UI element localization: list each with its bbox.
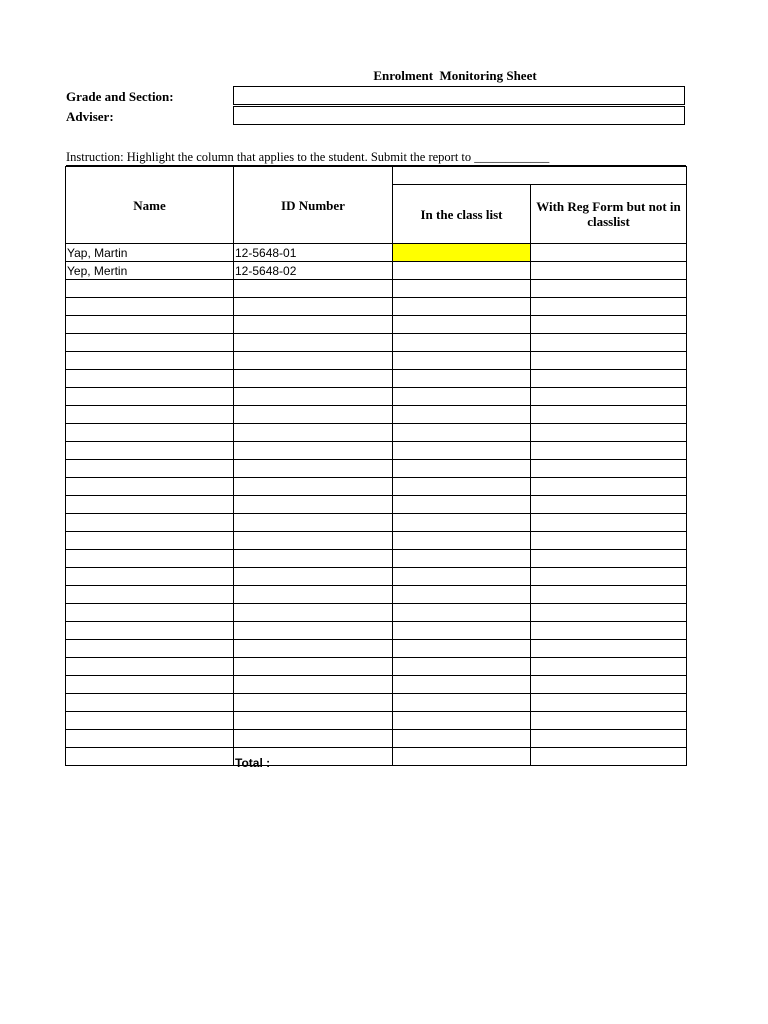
name-cell[interactable]	[66, 676, 234, 694]
name-cell[interactable]: Yep, Mertin	[66, 262, 234, 280]
id-number-cell[interactable]	[234, 514, 393, 532]
id-number-cell[interactable]	[234, 442, 393, 460]
name-cell[interactable]	[66, 280, 234, 298]
adviser-label: Adviser:	[66, 109, 114, 124]
in-class-list-cell[interactable]	[393, 676, 531, 694]
sheet-title: Enrolment Monitoring Sheet	[373, 68, 537, 83]
table-row	[66, 334, 687, 352]
header-in-class-list: In the class list	[393, 185, 531, 244]
table-row	[66, 514, 687, 532]
reg-form-cell[interactable]	[531, 370, 687, 388]
name-cell[interactable]	[66, 388, 234, 406]
table-row	[66, 370, 687, 388]
header-id-number: ID Number	[234, 167, 393, 244]
reg-form-cell[interactable]	[531, 550, 687, 568]
name-cell[interactable]	[66, 712, 234, 730]
reg-form-cell[interactable]	[531, 262, 687, 280]
id-number-cell[interactable]	[234, 712, 393, 730]
table-row	[66, 442, 687, 460]
id-number-cell[interactable]	[234, 316, 393, 334]
table-row	[66, 676, 687, 694]
table-row	[66, 352, 687, 370]
table-header	[66, 167, 687, 244]
in-class-list-cell[interactable]	[393, 640, 531, 658]
table-row	[66, 496, 687, 514]
table-row	[66, 478, 687, 496]
in-class-list-cell[interactable]	[393, 262, 531, 280]
reg-form-cell[interactable]	[531, 406, 687, 424]
reg-form-cell[interactable]	[531, 748, 687, 766]
name-cell[interactable]	[66, 478, 234, 496]
name-cell[interactable]	[66, 640, 234, 658]
name-cell[interactable]	[66, 550, 234, 568]
name-cell[interactable]	[66, 298, 234, 316]
reg-form-cell[interactable]	[531, 424, 687, 442]
id-number-cell[interactable]	[234, 406, 393, 424]
in-class-list-cell[interactable]	[393, 730, 531, 748]
in-class-list-cell[interactable]	[393, 550, 531, 568]
name-cell[interactable]	[66, 748, 234, 766]
id-number-cell[interactable]	[234, 424, 393, 442]
reg-form-cell[interactable]	[531, 478, 687, 496]
id-number-cell[interactable]	[234, 568, 393, 586]
in-class-list-cell[interactable]	[393, 442, 531, 460]
table-row	[66, 316, 687, 334]
instruction-text: Instruction: Highlight the column that applies to the student. Submit the report to ____________	[66, 150, 686, 166]
reg-form-cell[interactable]	[531, 460, 687, 478]
id-number-cell[interactable]	[234, 658, 393, 676]
table-row	[66, 586, 687, 604]
id-number-cell[interactable]	[234, 496, 393, 514]
reg-form-cell[interactable]	[531, 694, 687, 712]
name-cell[interactable]	[66, 532, 234, 550]
in-class-list-cell[interactable]	[393, 532, 531, 550]
in-class-list-cell[interactable]	[393, 280, 531, 298]
table-row	[66, 622, 687, 640]
in-class-list-cell[interactable]	[393, 388, 531, 406]
table-row	[66, 424, 687, 442]
table-row	[66, 748, 687, 766]
name-cell[interactable]	[66, 514, 234, 532]
table-row	[66, 298, 687, 316]
in-class-list-cell[interactable]	[393, 712, 531, 730]
table-row	[66, 280, 687, 298]
name-cell[interactable]	[66, 730, 234, 748]
id-number-cell[interactable]	[234, 604, 393, 622]
in-class-list-cell[interactable]	[393, 622, 531, 640]
reg-form-cell[interactable]	[531, 604, 687, 622]
name-cell[interactable]	[66, 604, 234, 622]
table-row	[66, 712, 687, 730]
reg-form-cell[interactable]	[531, 676, 687, 694]
id-number-cell[interactable]	[234, 334, 393, 352]
enrolment-table	[65, 166, 687, 766]
name-cell[interactable]	[66, 442, 234, 460]
in-class-list-cell[interactable]	[393, 352, 531, 370]
name-cell[interactable]	[66, 568, 234, 586]
id-number-cell[interactable]	[234, 352, 393, 370]
reg-form-cell[interactable]	[531, 496, 687, 514]
reg-form-cell[interactable]	[531, 514, 687, 532]
reg-form-cell[interactable]	[531, 532, 687, 550]
reg-form-cell[interactable]	[531, 730, 687, 748]
reg-form-cell[interactable]	[531, 352, 687, 370]
id-number-cell[interactable]	[234, 694, 393, 712]
table-row	[66, 568, 687, 586]
name-cell[interactable]	[66, 406, 234, 424]
name-cell[interactable]	[66, 658, 234, 676]
grade-section-field[interactable]	[233, 86, 685, 105]
name-cell[interactable]	[66, 496, 234, 514]
table-row	[66, 532, 687, 550]
id-number-cell[interactable]	[234, 280, 393, 298]
reg-form-cell[interactable]	[531, 712, 687, 730]
id-number-cell[interactable]	[234, 478, 393, 496]
in-class-list-cell[interactable]	[393, 316, 531, 334]
name-cell[interactable]	[66, 352, 234, 370]
adviser-field[interactable]	[233, 106, 685, 125]
table-row	[66, 694, 687, 712]
name-cell[interactable]	[66, 586, 234, 604]
id-number-cell[interactable]	[234, 532, 393, 550]
reg-form-cell[interactable]	[531, 244, 687, 262]
name-cell[interactable]	[66, 622, 234, 640]
id-number-cell[interactable]	[234, 586, 393, 604]
header-with-reg-form: With Reg Form but not in classlist	[531, 185, 687, 244]
reg-form-cell[interactable]	[531, 298, 687, 316]
table-row	[66, 730, 687, 748]
reg-form-cell[interactable]	[531, 316, 687, 334]
in-class-list-cell[interactable]	[393, 424, 531, 442]
in-class-list-cell[interactable]	[393, 406, 531, 424]
in-class-list-cell[interactable]	[393, 694, 531, 712]
reg-form-cell[interactable]	[531, 658, 687, 676]
header-name: Name	[66, 167, 234, 244]
id-number-cell[interactable]: 12-5648-01	[234, 244, 393, 262]
table-row	[66, 388, 687, 406]
table-body	[66, 244, 687, 766]
table-row	[66, 640, 687, 658]
id-number-cell[interactable]	[234, 298, 393, 316]
id-number-cell[interactable]	[234, 640, 393, 658]
in-class-list-cell[interactable]	[393, 460, 531, 478]
table-row	[66, 460, 687, 478]
table-row	[66, 604, 687, 622]
name-cell[interactable]	[66, 460, 234, 478]
in-class-list-cell[interactable]	[393, 514, 531, 532]
in-class-list-cell[interactable]	[393, 568, 531, 586]
id-number-cell[interactable]	[234, 622, 393, 640]
grade-section-label: Grade and Section:	[66, 89, 174, 104]
in-class-list-cell[interactable]	[393, 244, 531, 262]
name-cell[interactable]	[66, 424, 234, 442]
id-number-cell[interactable]	[234, 550, 393, 568]
reg-form-cell[interactable]	[531, 586, 687, 604]
in-class-list-cell[interactable]	[393, 334, 531, 352]
name-cell[interactable]	[66, 316, 234, 334]
reg-form-cell[interactable]	[531, 622, 687, 640]
name-cell[interactable]	[66, 334, 234, 352]
table-row	[66, 550, 687, 568]
total-label: Total :	[235, 756, 271, 770]
reg-form-cell[interactable]	[531, 568, 687, 586]
name-cell[interactable]: Yap, Martin	[66, 244, 234, 262]
reg-form-cell[interactable]	[531, 280, 687, 298]
table-row	[66, 406, 687, 424]
name-cell[interactable]	[66, 694, 234, 712]
header-group-spacer	[393, 167, 687, 185]
id-number-cell[interactable]	[234, 370, 393, 388]
in-class-list-cell[interactable]	[393, 370, 531, 388]
name-cell[interactable]	[66, 370, 234, 388]
in-class-list-cell[interactable]	[393, 586, 531, 604]
reg-form-cell[interactable]	[531, 442, 687, 460]
in-class-list-cell[interactable]	[393, 496, 531, 514]
id-number-cell[interactable]	[234, 676, 393, 694]
table-row	[66, 244, 687, 262]
reg-form-cell[interactable]	[531, 334, 687, 352]
reg-form-cell[interactable]	[531, 388, 687, 406]
table-row	[66, 658, 687, 676]
id-number-cell[interactable]	[234, 730, 393, 748]
in-class-list-cell[interactable]	[393, 604, 531, 622]
in-class-list-cell[interactable]	[393, 748, 531, 766]
in-class-list-cell[interactable]	[393, 298, 531, 316]
id-number-cell[interactable]	[234, 460, 393, 478]
in-class-list-cell[interactable]	[393, 478, 531, 496]
in-class-list-cell[interactable]	[393, 658, 531, 676]
reg-form-cell[interactable]	[531, 640, 687, 658]
id-number-cell[interactable]: 12-5648-02	[234, 262, 393, 280]
id-number-cell[interactable]	[234, 388, 393, 406]
table-row	[66, 262, 687, 280]
